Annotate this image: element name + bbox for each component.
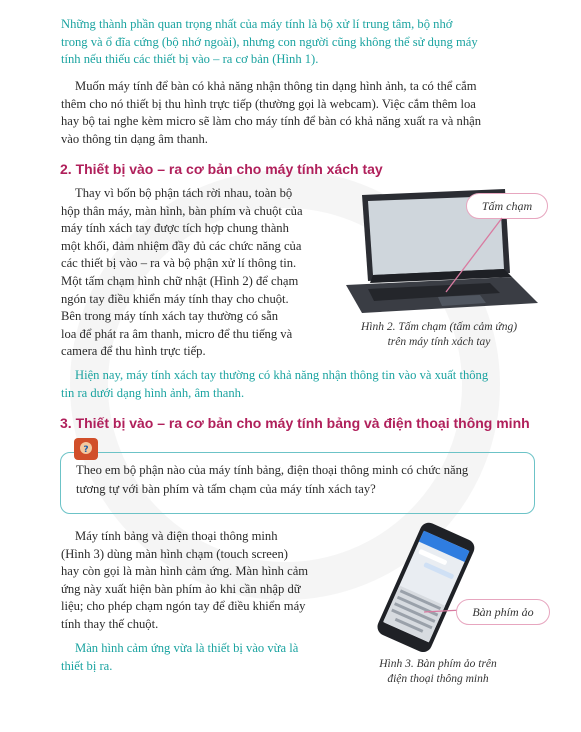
text-line: Những thành phần quan trọng nhất của máy tính là bộ xử lí trung tâm, bộ nhớ [61, 17, 453, 31]
text-line: trong và ổ đĩa cứng (bộ nhớ ngoài), nhưng con người cũng không thể sử dụng máy [61, 34, 478, 49]
text-line: Màn hình cảm ứng vừa là thiết bị vào vừa là [75, 641, 299, 655]
figure-3-caption [352, 657, 524, 687]
text-line: thiết bị ra. [61, 658, 113, 673]
text-line: Một tấm chạm hình chữ nhật (Hình 2) để chạm [61, 273, 299, 288]
intro-paragraph [61, 16, 538, 69]
section-heading-laptop: 2. Thiết bị vào – ra cơ bản cho máy tính xách tay [60, 161, 383, 177]
smartphone-illustration [375, 522, 475, 652]
text-line: camera để thu hình trực tiếp. [61, 344, 206, 359]
caption-line: trên máy tính xách tay [387, 336, 491, 348]
caption-line: Hình 3. Bàn phím ảo trên [379, 658, 497, 670]
text-line: Máy tính bảng và điện thoại thông minh [75, 529, 278, 543]
text-line: thêm cho nó thiết bị thu hình trực tiếp (thường gọi là webcam). Việc cắm thêm loa [61, 96, 476, 111]
text-line: Bên trong máy tính xách tay thường có sẵn [61, 309, 279, 324]
tablet-paragraph [61, 528, 334, 634]
text-line: ứng này xuất hiện bàn phím ảo khi cần nhập dữ [61, 581, 301, 596]
text-line: vào thông tin dạng âm thanh. [61, 131, 208, 146]
text-line: một khối, đảm nhiệm đầy đủ các chức năng của [61, 238, 302, 253]
caption-line: Hình 2. Tấm chạm (tấm cảm ứng) [360, 321, 518, 333]
text-line: tính nếu thiếu các thiết bị vào – ra cơ bản (Hình 1). [61, 52, 319, 67]
text-line: hay bộ tai nghe kèm micro sẽ làm cho máy tính để bàn có khả năng xuất ra và nhận [61, 114, 482, 129]
section-heading-tablet: 3. Thiết bị vào – ra cơ bản cho máy tính bảng và điện thoại thông minh [60, 415, 530, 431]
touchpad-callout: Tấm chạm [466, 193, 548, 219]
desktop-paragraph [61, 78, 538, 148]
text-line: máy tính xách tay được tích hợp chung thành [61, 221, 289, 236]
svg-text:?: ? [83, 445, 89, 455]
text-line: Hiện nay, máy tính xách tay thường có khả năng nhận thông tin vào và xuất thông [75, 368, 489, 382]
text-line: hay còn gọi là màn hình cảm ứng. Màn hình cảm [61, 564, 309, 579]
laptop-paragraph [61, 185, 334, 361]
text-line: tương tự với bàn phím và tấm chạm của máy tính xách tay? [76, 482, 376, 496]
figure-2-caption [346, 320, 532, 350]
touchpad-pointer [440, 210, 520, 300]
text-line: loa để phát ra âm thanh, micro để thu tiếng và [61, 326, 293, 341]
text-line: các thiết bị vào – ra và bộ phận xử lí thông tin. [61, 256, 297, 271]
text-line: ngón tay điều khiển máy tính thay cho chuột. [61, 291, 289, 306]
text-line: Theo em bộ phận nào của máy tính bảng, điện thoại thông minh có chức năng [76, 463, 469, 477]
text-line: Thay vì bốn bộ phận tách rời nhau, toàn bộ [75, 186, 293, 200]
text-line: Muốn máy tính để bàn có khả năng nhận thông tin dạng hình ảnh, ta có thể cắm [75, 79, 477, 93]
text-line: liệu; cho phép chạm ngón tay để điều khiển máy [61, 599, 306, 614]
touchscreen-summary-paragraph [61, 640, 334, 675]
caption-line: điện thoại thông minh [387, 673, 489, 685]
text-line: tin ra dưới dạng hình ảnh, âm thanh. [61, 385, 245, 400]
text-line: tính thay thế chuột. [61, 616, 159, 631]
virtual-keyboard-callout: Bàn phím ảo [456, 599, 550, 625]
text-line: (Hình 3) dùng màn hình chạm (touch screen) [61, 546, 288, 561]
question-head-icon [74, 438, 98, 460]
text-line: hộp thân máy, màn hình, bàn phím và chuột của [61, 203, 303, 218]
laptop-summary-paragraph [61, 367, 538, 402]
question-text [76, 461, 524, 499]
